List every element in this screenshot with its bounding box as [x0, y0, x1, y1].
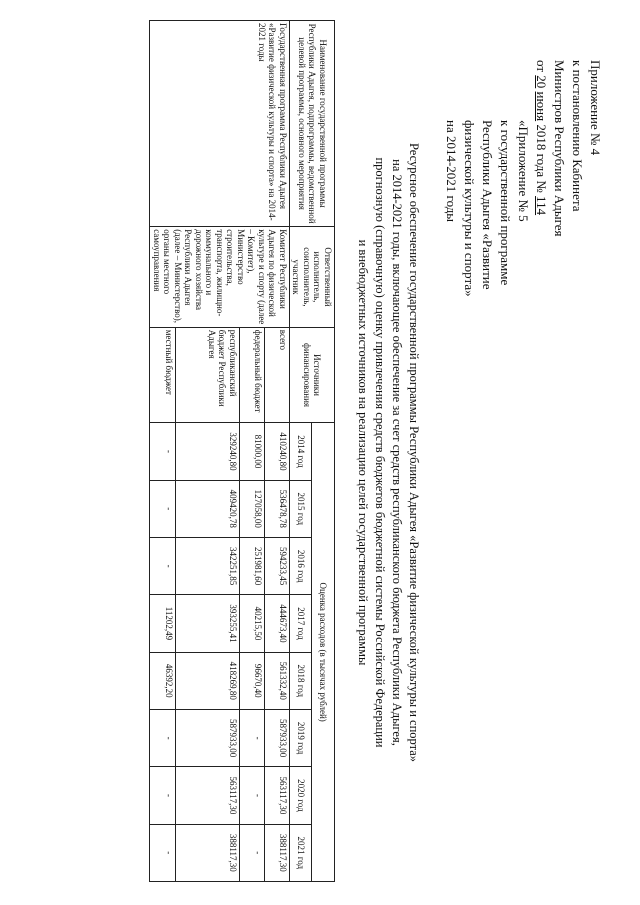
- table-row: [264, 21, 289, 882]
- value-cell: 342251,85: [175, 537, 239, 594]
- annex-5-line1: «Приложение № 5: [516, 120, 531, 222]
- header-year: 2015 год: [290, 480, 313, 537]
- value-cell: 393255,41: [175, 595, 239, 652]
- value-cell: -: [239, 824, 264, 881]
- value-cell: 46392,20: [150, 652, 175, 709]
- value-cell: 561332,40: [264, 652, 289, 709]
- annex-4-header: [532, 60, 604, 237]
- source-cell: федеральный бюджет: [239, 327, 264, 423]
- annex-4-line1: Приложение № 4: [588, 60, 603, 156]
- responsible-cell: Комитет Республики Адыгея по физической культуре и спорту (далее – Комитет), Министерство строительства, транспорта, жилищно-коммунального и дорожного хозяйства Республики Адыгея (далее – Министерство), органы местного самоуправления: [150, 227, 290, 328]
- value-cell: 409420,78: [175, 480, 239, 537]
- value-cell: 444673,40: [264, 595, 289, 652]
- annex-5-line3: Республики Адыгея «Развитие: [480, 120, 495, 290]
- value-cell: 410240,80: [264, 423, 289, 480]
- value-cell: 251981,60: [239, 537, 264, 594]
- annex-4-month: июня: [534, 91, 549, 122]
- value-cell: -: [150, 537, 175, 594]
- resource-table: [150, 20, 336, 882]
- value-cell: 127058,00: [239, 480, 264, 537]
- document-title: [354, 0, 422, 905]
- annex-5-line2: к государственной программе: [498, 120, 513, 286]
- header-program-name: Наименование государственной программы Республики Адыгея, подпрограммы, ведомственной целевой программы, основного мероприятия: [290, 21, 335, 227]
- value-cell: 587933,00: [175, 709, 239, 766]
- annex-5-line4: физической культуры и спорта»: [462, 120, 477, 297]
- title-line3: прогнозную (справочную) оценку привлечения средств бюджетов бюджетной системы Российской Федерации: [373, 157, 387, 748]
- header-year: 2017 год: [290, 595, 313, 652]
- header-year: 2019 год: [290, 709, 313, 766]
- header-sources: Источники финансирования: [290, 327, 335, 423]
- source-cell: всего: [264, 327, 289, 423]
- header-year: 2016 год: [290, 537, 313, 594]
- value-cell: 96670,40: [239, 652, 264, 709]
- header-year: 2018 год: [290, 652, 313, 709]
- title-line2: на 2014-2021 годы, включающее обеспечение за счет средств республиканского бюджета Республики Адыгея,: [390, 159, 404, 746]
- value-cell: 563117,30: [175, 767, 239, 824]
- value-cell: 81000,00: [239, 423, 264, 480]
- value-cell: 11202,49: [150, 595, 175, 652]
- value-cell: 594233,45: [264, 537, 289, 594]
- annex-5-header: [442, 120, 532, 340]
- value-cell: -: [150, 423, 175, 480]
- value-cell: 329240,80: [175, 423, 239, 480]
- annex-4-line4: [532, 60, 550, 237]
- value-cell: -: [239, 709, 264, 766]
- header-year: 2014 год: [290, 423, 313, 480]
- value-cell: 587933,00: [264, 709, 289, 766]
- annex-4-number: 114: [534, 196, 549, 216]
- annex-4-line2: к постановлению Кабинета: [570, 60, 585, 212]
- value-cell: -: [150, 709, 175, 766]
- header-year: 2020 год: [290, 767, 313, 824]
- value-cell: 536478,78: [264, 480, 289, 537]
- source-cell: республиканский бюджет Республики Адыгея: [175, 327, 239, 423]
- source-cell: местный бюджет: [150, 327, 175, 423]
- value-cell: -: [150, 480, 175, 537]
- title-line4: и внебюджетных источников на реализацию целей государственной программы: [356, 239, 370, 666]
- header-year: 2021 год: [290, 824, 313, 881]
- header-responsible: Ответственный исполнитель, соисполнитель, участник: [290, 227, 335, 328]
- value-cell: 418269,80: [175, 652, 239, 709]
- annex-4-prefix: от: [534, 60, 549, 73]
- annex-4-line3: Министров Республики Адыгея: [552, 60, 567, 237]
- value-cell: 563117,30: [264, 767, 289, 824]
- value-cell: 388117,30: [264, 824, 289, 881]
- value-cell: -: [150, 767, 175, 824]
- value-cell: -: [150, 824, 175, 881]
- annex-4-year: 2018 года №: [534, 124, 549, 193]
- title-line1: Ресурсное обеспечение государственной программы Республики Адыгея «Развитие физической культуры и спорта»: [407, 142, 421, 763]
- annex-5-line5: на 2014-2021 годы: [444, 120, 459, 223]
- value-cell: 388117,30: [175, 824, 239, 881]
- header-estimate: Оценка расходов (в тысячах рублей): [312, 423, 335, 882]
- program-name-cell: Государственная программа Республики Адыгея «Развитие физической культуры и спорта» на 2014-2021 годы: [150, 21, 290, 227]
- header-row-1: [312, 21, 335, 882]
- annex-4-day: 20: [534, 75, 549, 89]
- value-cell: -: [239, 767, 264, 824]
- value-cell: 40215,50: [239, 595, 264, 652]
